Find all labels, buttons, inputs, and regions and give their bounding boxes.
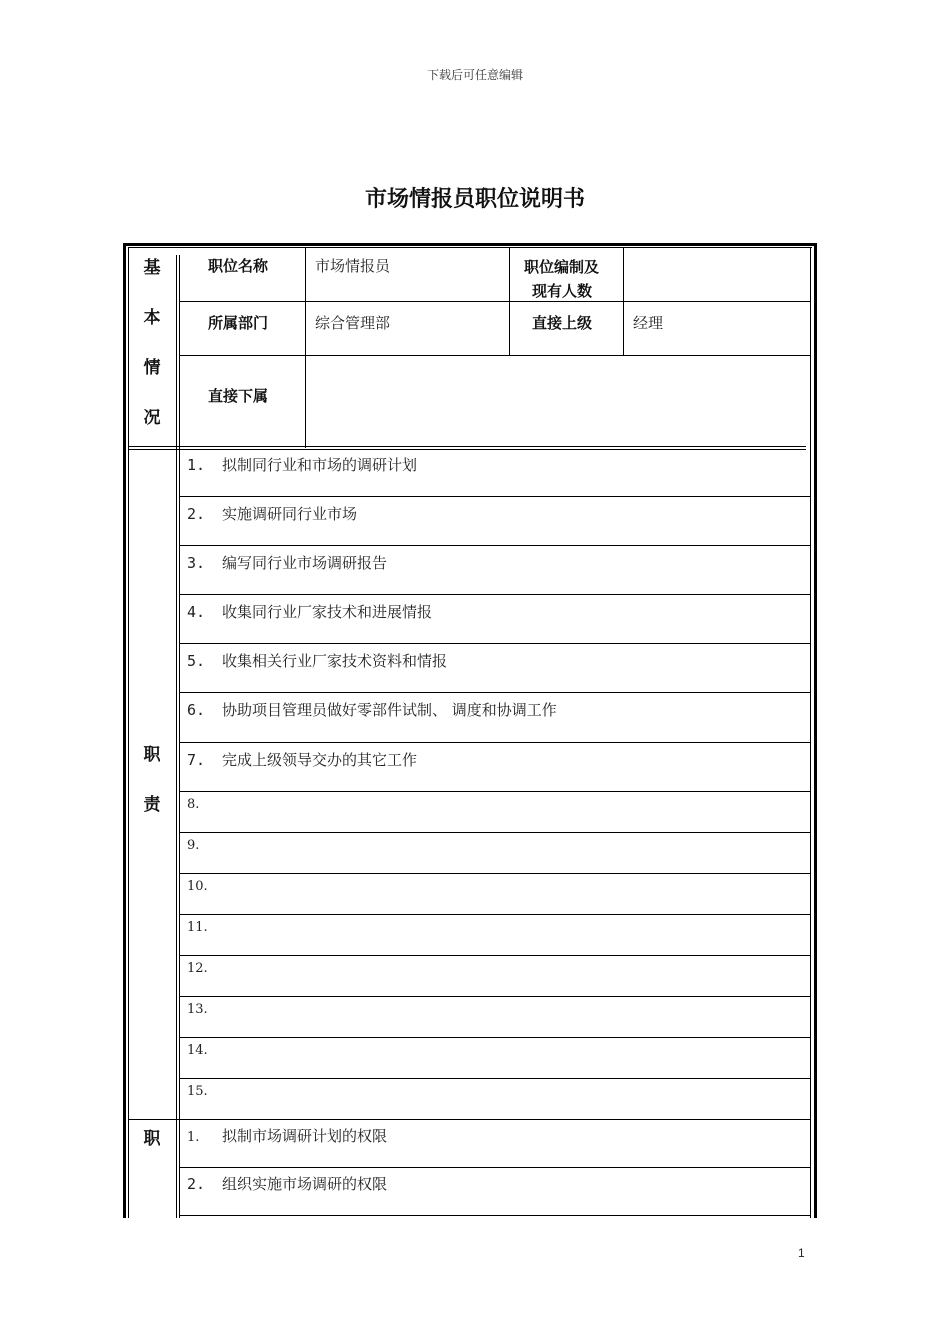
table-border [176, 255, 177, 1218]
headcount-label-line2: 现有人数 [532, 282, 593, 300]
table-border [180, 832, 810, 833]
duty-item-text: 拟制同行业和市场的调研计划 [222, 456, 418, 474]
position-name-label: 职位名称 [208, 257, 269, 275]
duty-item [187, 1040, 222, 1058]
table-border [180, 873, 810, 874]
duty-item [187, 1081, 222, 1099]
duty-item-number: 8. [187, 797, 200, 812]
table-border [305, 248, 306, 356]
duty-item [187, 999, 222, 1017]
duty-item [187, 876, 222, 894]
authority-item [187, 1125, 387, 1146]
authority-item-number: 2. [187, 1175, 206, 1193]
table-border [180, 545, 810, 546]
duty-item-number: 3. [187, 554, 206, 572]
section-label-duties-1: 职 [143, 745, 161, 765]
duty-item [187, 835, 222, 853]
document-title: 市场情报员职位说明书 [364, 187, 585, 212]
table-border [180, 355, 810, 356]
duty-item-number: 13. [187, 1002, 208, 1017]
table-border [623, 248, 624, 356]
table-border [180, 996, 810, 997]
table-border [180, 643, 810, 644]
duty-item-number: 6. [187, 701, 206, 719]
table-border [129, 449, 806, 450]
table-border [180, 742, 810, 743]
duty-item-number: 15. [187, 1084, 208, 1099]
duty-item-text: 收集相关行业厂家技术资料和情报 [222, 652, 448, 670]
table-border [179, 255, 180, 1218]
table-border [180, 301, 810, 302]
table-border [180, 1167, 810, 1168]
table-border [180, 1037, 810, 1038]
table-border [810, 247, 811, 1218]
header-note: 下载后可任意编辑 [426, 68, 523, 82]
duty-item-number: 1. [187, 456, 206, 474]
duty-item [187, 650, 447, 671]
authority-item-text: 组织实施市场调研的权限 [222, 1175, 388, 1193]
department-label: 所属部门 [208, 314, 269, 332]
duty-item-number: 5. [187, 652, 206, 670]
table-border [180, 496, 810, 497]
table-border [180, 914, 810, 915]
table-border [180, 692, 810, 693]
headcount-label-line1: 职位编制及 [524, 258, 600, 276]
duty-item-number: 10. [187, 879, 208, 894]
authority-item-number: 1. [187, 1130, 200, 1145]
page-number: 1 [798, 1246, 805, 1260]
table-border [128, 247, 129, 1218]
department-value: 综合管理部 [315, 314, 391, 332]
section-label-basic-1: 基 [143, 258, 161, 278]
table-border [180, 1215, 810, 1216]
duty-item [187, 552, 387, 573]
duty-item-number: 14. [187, 1043, 208, 1058]
authority-item-text: 拟制市场调研计划的权限 [222, 1127, 388, 1145]
duty-item-text: 实施调研同行业市场 [222, 505, 358, 523]
position-name-value: 市场情报员 [315, 257, 391, 275]
duty-item [187, 699, 557, 720]
table-border [123, 243, 817, 246]
table-border [180, 955, 810, 956]
superior-value: 经理 [633, 314, 664, 332]
duty-item-text: 收集同行业厂家技术和进展情报 [222, 603, 433, 621]
authority-item [187, 1173, 387, 1194]
table-border [128, 247, 812, 248]
duty-item [187, 601, 432, 622]
duty-item-number: 9. [187, 838, 200, 853]
duty-item [187, 917, 222, 935]
duty-item-text: 协助项目管理员做好零部件试制、 调度和协调工作 [222, 701, 557, 719]
table-border [129, 1119, 810, 1120]
duty-item [187, 503, 357, 524]
table-border [129, 446, 806, 447]
duty-item-number: 12. [187, 961, 208, 976]
duty-item-number: 4. [187, 603, 206, 621]
table-border [509, 248, 510, 356]
duty-item [187, 749, 417, 770]
table-border [123, 243, 126, 1218]
table-border [180, 594, 810, 595]
table-border [305, 356, 306, 448]
duty-item-number: 2. [187, 505, 206, 523]
section-label-basic-3: 情 [143, 358, 161, 378]
duty-item-number: 7. [187, 751, 206, 769]
duty-item-text: 编写同行业市场调研报告 [222, 554, 388, 572]
section-label-authority-1: 职 [143, 1129, 161, 1149]
table-border [180, 1078, 810, 1079]
subordinate-label: 直接下属 [208, 387, 269, 405]
section-label-basic-2: 本 [143, 308, 161, 328]
section-label-basic-4: 况 [143, 408, 161, 428]
duty-item [187, 794, 222, 812]
section-label-duties-2: 责 [143, 795, 161, 815]
duty-item-number: 11. [187, 920, 208, 935]
duty-item [187, 958, 222, 976]
table-border [180, 791, 810, 792]
duty-item-text: 完成上级领导交办的其它工作 [222, 751, 418, 769]
duty-item [187, 454, 417, 475]
superior-label: 直接上级 [532, 314, 593, 332]
table-border [814, 243, 817, 1218]
